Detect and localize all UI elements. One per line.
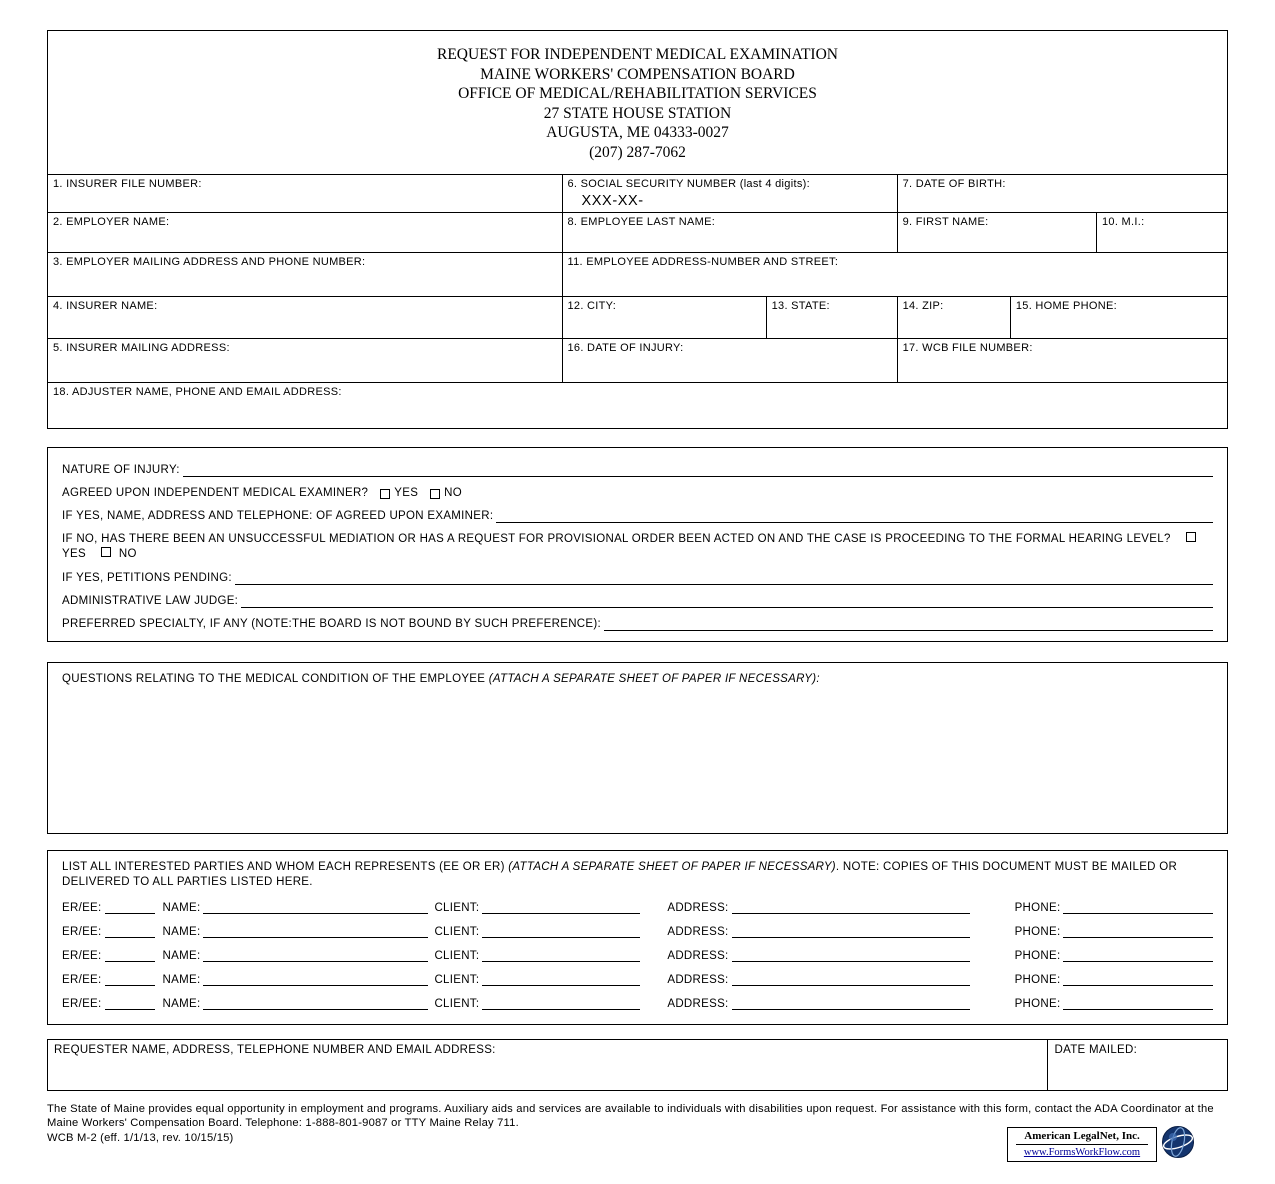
header-board: MAINE WORKERS' COMPENSATION BOARD (480, 65, 795, 83)
field-employee-last-name[interactable] (562, 213, 897, 253)
insurer-mailing-address-label: 5. INSURER MAILING ADDRESS: (53, 342, 230, 354)
mediation-no-label: NO (118, 548, 137, 560)
party-phone-label: PHONE: (1014, 902, 1061, 914)
field-date-of-injury[interactable] (562, 339, 897, 383)
field-insurer-file-number[interactable] (48, 175, 563, 213)
preferred-specialty-label: PREFERRED SPECIALTY, IF ANY (NOTE:THE BOARD IS NOT BOUND BY SUCH PREFERENCE): (62, 618, 601, 630)
preferred-specialty-input[interactable] (604, 618, 1213, 631)
parties-section (47, 850, 1228, 1025)
parties-intro-paren: (ATTACH A SEPARATE SHEET OF PAPER IF NECESSARY) (508, 861, 836, 873)
employer-name-label: 2. EMPLOYER NAME: (53, 216, 170, 228)
zip-label: 14. ZIP: (902, 300, 944, 312)
administrative-law-judge-label: ADMINISTRATIVE LAW JUDGE: (62, 595, 239, 607)
administrative-law-judge-input[interactable] (241, 595, 1213, 608)
party-eree-input[interactable] (105, 949, 155, 962)
field-employer-name[interactable] (48, 213, 563, 253)
party-phone-label: PHONE: (1014, 974, 1061, 986)
state-label: 13. STATE: (771, 300, 830, 312)
nature-of-injury-row (62, 463, 1213, 477)
city-label: 12. CITY: (567, 300, 617, 312)
party-eree-label: ER/EE: (62, 974, 102, 986)
mediation-no-checkbox[interactable] (101, 547, 111, 557)
preferred-specialty-row (62, 617, 1213, 631)
party-phone-input[interactable] (1063, 925, 1213, 938)
agreed-examiner-row (62, 486, 1213, 500)
party-client-input[interactable] (482, 997, 640, 1010)
agreed-yes-label: YES (394, 487, 419, 499)
party-name-input[interactable] (203, 949, 428, 962)
insurer-file-number-label: 1. INSURER FILE NUMBER: (53, 178, 202, 190)
questions-label-main: QUESTIONS RELATING TO THE MEDICAL CONDITION OF THE EMPLOYEE (62, 673, 489, 685)
party-phone-label: PHONE: (1014, 950, 1061, 962)
party-name-input[interactable] (203, 973, 428, 986)
agreed-no-checkbox[interactable] (430, 489, 440, 499)
insurer-name-label: 4. INSURER NAME: (53, 300, 158, 312)
mediation-yes-checkbox[interactable] (1186, 532, 1196, 542)
party-eree-label: ER/EE: (62, 950, 102, 962)
first-name-label: 9. FIRST NAME: (902, 216, 989, 228)
petitions-pending-label: IF YES, PETITIONS PENDING: (62, 572, 232, 584)
requester-label: REQUESTER NAME, ADDRESS, TELEPHONE NUMBER AND EMAIL ADDRESS: (54, 1044, 496, 1056)
formsworkflow-link[interactable]: www.FormsWorkFlow.com (1023, 1147, 1141, 1158)
party-eree-input[interactable] (105, 901, 155, 914)
party-eree-input[interactable] (105, 973, 155, 986)
header-address1: 27 STATE HOUSE STATION (543, 104, 732, 122)
field-adjuster[interactable] (48, 383, 1228, 429)
questions-section[interactable] (47, 662, 1228, 834)
party-name-label: NAME: (162, 902, 201, 914)
agreed-examiner-info-input[interactable] (496, 510, 1213, 523)
wcb-file-number-label: 17. WCB FILE NUMBER: (902, 342, 1033, 354)
mediation-question-row (62, 532, 1213, 562)
employee-last-name-label: 8. EMPLOYEE LAST NAME: (567, 216, 716, 228)
globe-icon (1161, 1125, 1195, 1164)
party-address-label: ADDRESS: (667, 950, 729, 962)
party-client-input[interactable] (482, 973, 640, 986)
field-zip[interactable] (897, 297, 1010, 339)
form-fields-table (47, 174, 1228, 429)
requester-field[interactable] (47, 1039, 1048, 1091)
party-phone-input[interactable] (1063, 949, 1213, 962)
party-name-label: NAME: (162, 926, 201, 938)
party-phone-input[interactable] (1063, 997, 1213, 1010)
party-client-label: CLIENT: (434, 902, 480, 914)
requester-section (47, 1039, 1228, 1091)
legalnet-box (1007, 1127, 1157, 1162)
party-eree-label: ER/EE: (62, 902, 102, 914)
questions-label-paren: (ATTACH A SEPARATE SHEET OF PAPER IF NECESSARY): (488, 673, 820, 685)
mediation-yes-label: YES (62, 548, 86, 560)
agreed-yes-checkbox[interactable] (380, 489, 390, 499)
party-address-input[interactable] (732, 997, 970, 1010)
date-of-injury-label: 16. DATE OF INJURY: (567, 342, 684, 354)
parties-intro-a: LIST ALL INTERESTED PARTIES AND WHOM EACH REPRESENTS (EE OR ER) (62, 861, 509, 873)
petitions-pending-row (62, 571, 1213, 585)
field-date-of-birth[interactable] (897, 175, 1227, 213)
party-name-label: NAME: (162, 950, 201, 962)
party-client-label: CLIENT: (434, 926, 480, 938)
agreed-examiner-label: AGREED UPON INDEPENDENT MEDICAL EXAMINER? (62, 487, 369, 499)
employee-address-label: 11. EMPLOYEE ADDRESS-NUMBER AND STREET: (567, 256, 839, 268)
party-eree-label: ER/EE: (62, 926, 102, 938)
party-phone-label: PHONE: (1014, 926, 1061, 938)
parties-intro-b: . NOTE: COPIES OF THIS DOCUMENT MUST BE MAILED OR DELIVERED TO ALL PARTIES LISTED HERE. (62, 861, 1178, 888)
party-client-label: CLIENT: (434, 950, 480, 962)
nature-of-injury-input[interactable] (183, 464, 1213, 477)
party-client-label: CLIENT: (434, 998, 480, 1010)
party-phone-input[interactable] (1063, 901, 1213, 914)
questions-label (62, 672, 1213, 687)
party-address-label: ADDRESS: (667, 998, 729, 1010)
legalnet-stamp (1007, 1125, 1195, 1164)
mediation-question-label: IF NO, HAS THERE BEEN AN UNSUCCESSFUL MEDIATION OR HAS A REQUEST FOR PROVISIONAL ORDER BEEN ACTED ON AND THE CASE IS PROCEEDING TO THE FORMAL HEARING LEVEL? (62, 533, 1175, 545)
party-client-input[interactable] (482, 925, 640, 938)
header-address2: AUGUSTA, ME 04333-0027 (546, 124, 729, 141)
field-state[interactable] (766, 297, 897, 339)
field-insurer-mailing-address[interactable] (48, 339, 563, 383)
party-address-input[interactable] (732, 973, 970, 986)
party-name-input[interactable] (203, 997, 428, 1010)
field-home-phone[interactable] (1010, 297, 1227, 339)
party-phone-label: PHONE: (1014, 998, 1061, 1010)
party-address-label: ADDRESS: (667, 926, 729, 938)
party-row-3 (62, 949, 1213, 962)
party-address-input[interactable] (732, 925, 970, 938)
ssn-label: 6. SOCIAL SECURITY NUMBER (last 4 digits): (567, 178, 810, 190)
middle-initial-label: 10. M.I.: (1101, 216, 1145, 228)
date-of-birth-label: 7. DATE OF BIRTH: (902, 178, 1006, 190)
party-address-label: ADDRESS: (667, 974, 729, 986)
date-mailed-field[interactable] (1048, 1039, 1228, 1091)
header-phone: (207) 287-7062 (589, 143, 686, 161)
party-row-2 (62, 925, 1213, 938)
date-mailed-label: DATE MAILED: (1054, 1044, 1138, 1056)
party-row-5 (62, 997, 1213, 1010)
field-employee-address[interactable] (562, 253, 1228, 297)
employer-mailing-address-label: 3. EMPLOYER MAILING ADDRESS AND PHONE NUMBER: (53, 256, 366, 268)
party-name-label: NAME: (162, 998, 201, 1010)
legalnet-company-name: American LegalNet, Inc. (1016, 1130, 1148, 1145)
agreed-no-label: NO (444, 487, 463, 499)
nature-of-injury-label: NATURE OF INJURY: (62, 464, 180, 476)
party-phone-input[interactable] (1063, 973, 1213, 986)
agreed-examiner-info-row (62, 509, 1213, 523)
adjuster-label: 18. ADJUSTER NAME, PHONE AND EMAIL ADDRESS: (53, 386, 342, 398)
party-eree-label: ER/EE: (62, 998, 102, 1010)
parties-intro (62, 860, 1213, 890)
home-phone-label: 15. HOME PHONE: (1015, 300, 1117, 312)
party-name-input[interactable] (203, 925, 428, 938)
field-insurer-name[interactable] (48, 297, 563, 339)
party-client-input[interactable] (482, 901, 640, 914)
form-number: WCB M-2 (eff. 1/1/13, rev. 10/15/15) (47, 1132, 234, 1144)
ssn-value: XXX-XX- (581, 193, 644, 209)
field-ssn[interactable] (562, 175, 897, 213)
agreed-examiner-info-label: IF YES, NAME, ADDRESS AND TELEPHONE: OF AGREED UPON EXAMINER: (62, 510, 494, 522)
injury-section (47, 447, 1228, 642)
party-eree-input[interactable] (105, 997, 155, 1010)
form-header (47, 30, 1228, 175)
field-city[interactable] (562, 297, 766, 339)
party-row-1 (62, 901, 1213, 914)
party-address-input[interactable] (732, 949, 970, 962)
header-office: OFFICE OF MEDICAL/REHABILITATION SERVICES (458, 85, 817, 102)
form-title: REQUEST FOR INDEPENDENT MEDICAL EXAMINATION (437, 46, 838, 63)
field-wcb-file-number[interactable] (897, 339, 1227, 383)
administrative-law-judge-row (62, 594, 1213, 608)
party-client-label: CLIENT: (434, 974, 480, 986)
party-name-label: NAME: (162, 974, 201, 986)
party-name-input[interactable] (203, 901, 428, 914)
party-row-4 (62, 973, 1213, 986)
party-client-input[interactable] (482, 949, 640, 962)
field-employer-mailing-address[interactable] (48, 253, 563, 297)
petitions-pending-input[interactable] (235, 572, 1213, 585)
field-first-name[interactable] (897, 213, 1096, 253)
page-footer (47, 1103, 1228, 1184)
party-eree-input[interactable] (105, 925, 155, 938)
party-address-input[interactable] (732, 901, 970, 914)
field-middle-initial[interactable] (1096, 213, 1227, 253)
ada-notice: The State of Maine provides equal opportunity in employment and programs. Auxiliary aids and services are available to individuals with disabilities upon request. For assistance with this form, contact the ADA Coordinator at the Maine Workers' Compensation Board. Telephone: 1-888-801-9087 or TTY Maine Relay 711. (47, 1103, 1214, 1129)
party-address-label: ADDRESS: (667, 902, 729, 914)
